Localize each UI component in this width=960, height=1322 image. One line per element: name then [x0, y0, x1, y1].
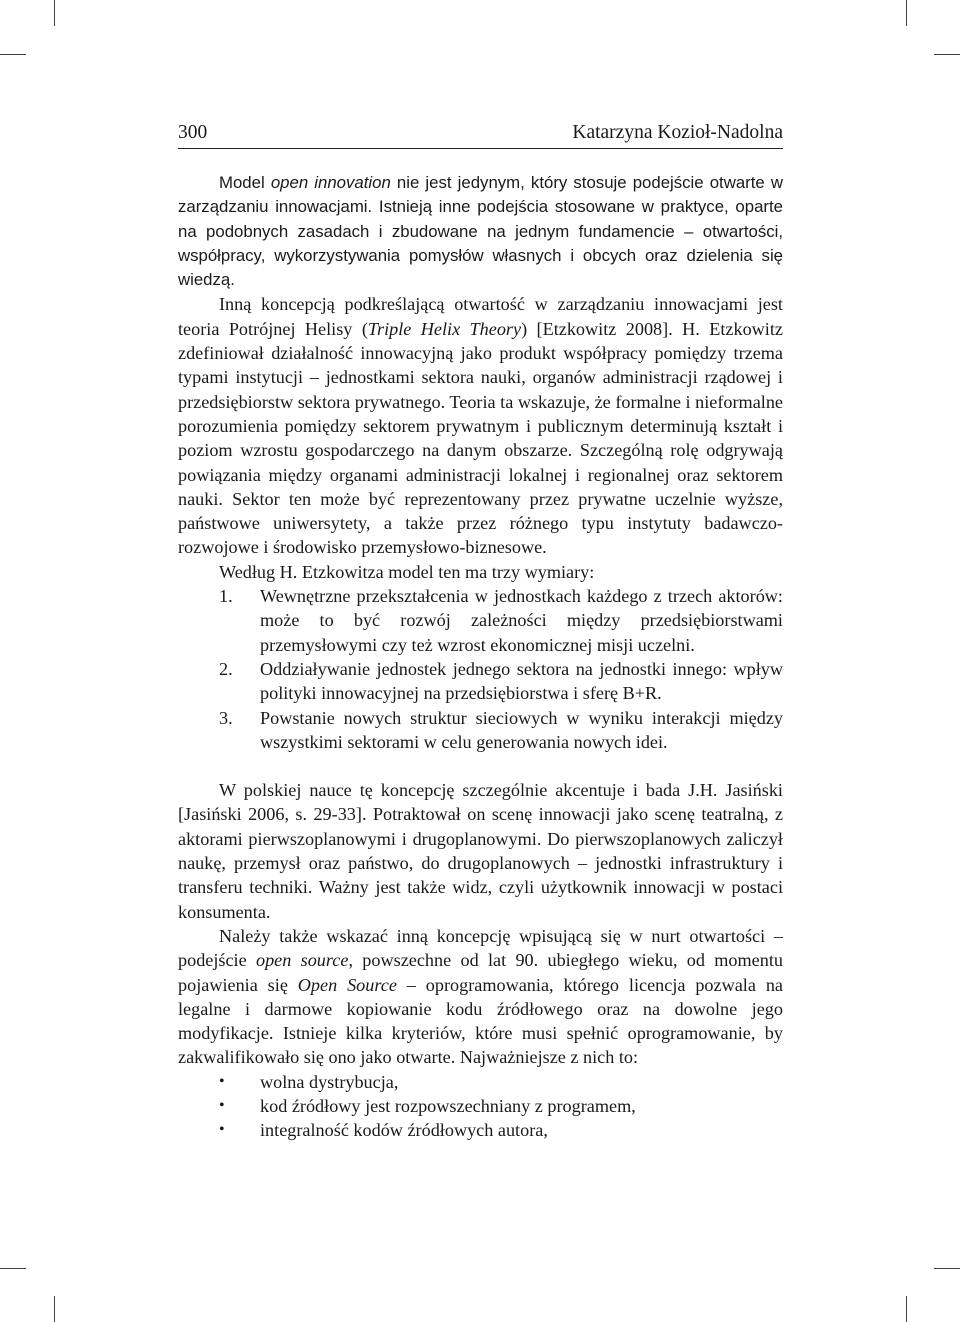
paragraph-open-source: Należy także wskazać inną koncepcję wpisującą się w nurt otwartości – podejście open source, powszechne od lat 90. ubiegłego wieku, od momentu pojawienia się Open Source – oprogramowania, którego licencja pozwala na legalne i darmowe kopiowanie kodu źródłowego oraz na dowolne jego modyfikacje. Istnieje kilka kryteriów, które musi spełnić oprogramowanie, by zakwalifikowało się ono jako otwarte. Najważniejsze z nich to:	[178, 925, 783, 1068]
paragraph-dimensions-intro: Według H. Etzkowitza model ten ma trzy wymiary:	[219, 561, 595, 582]
crop-mark-bottom-right	[906, 1296, 907, 1322]
crop-mark-right-bottom	[934, 1268, 960, 1269]
list-item: 2. Oddziaływanie jednostek jednego sektora na jednostki innego: wpływ polityki innowacyjnej na przedsiębiorstwa i sferę B+R.	[219, 658, 783, 704]
list-item: 3. Powstanie nowych struktur sieciowych w wyniku interakcji między wszystkimi sektorami w celu generowania nowych idei.	[219, 707, 783, 752]
paragraph-triple-helix: Inną koncepcją podkreślającą otwartość w zarządzaniu innowacjami jest teoria Potrójnej Helisy (Triple Helix Theory) [Etzkowitz 2008]. H. Etzkowitz zdefiniował działalność innowacyjną jako produkt współpracy pomiędzy trzema typami instytucji – jednostkami sektora nauki, organów administracji rządowej i przedsiębiorstw sektora prywatnego. Teoria ta wskazuje, że formalne i nieformalne porozumienia pomiędzy sektorem prywatnym i publicznym determinują kształt i poziom wzrostu gospodarczego na danym obszarze. Szczególną rolę odgrywają powiązania między organami administracji lokalnej i regionalnej oraz sektorem nauki. Sektor ten może być reprezentowany przez prywatne uczelnie wyższe, państwowe uniwersytety, a także przez różnego typu instytuty badawczo-rozwojowe i środowisko przemysłowo-biznesowe.	[178, 294, 783, 558]
crop-mark-left-top	[0, 54, 26, 55]
term-open-source: open source	[255, 950, 349, 971]
bullet-icon: •	[219, 1096, 225, 1114]
paragraph-jasinski: W polskiej nauce tę koncepcję szczególnie akcentuje i bada J.H. Jasiński [Jasiński 2006, s. 29-33]. Potraktował on scenę innowacji jako scenę teatralną, z aktorami pierwszoplanowymi i drugoplanowymi. Do pierwszoplanowych zaliczył naukę, przemysł oraz państwo, do drugoplanowych – jednostki infrastruktury i transferu techniki. Ważny jest także widz, czyli użytkownik innowacji w postaci konsumenta.	[178, 780, 783, 922]
crop-mark-bottom-left	[54, 1296, 55, 1322]
list-item: • integralność kodów źródłowych autora,	[178, 1118, 783, 1142]
running-head-author: Katarzyna Kozioł-Nadolna	[572, 122, 783, 143]
dimensions-list	[178, 584, 783, 754]
list-item: • kod źródłowy jest rozpowszechniany z programem,	[178, 1094, 783, 1118]
term-open-innovation: open innovation	[270, 173, 391, 192]
bullet-icon: •	[219, 1072, 225, 1090]
paragraph-open-innovation: Model open innovation nie jest jedynym, który stosuje podejście otwarte w zarządzaniu innowacjami. Istnieją inne podejścia stosowane w praktyce, oparte na podobnych zasadach i zbudowane na jednym fundamencie – otwartości, współpracy, wykorzystywania pomysłów własnych i obcych oraz dzielenia się wiedzą.	[178, 173, 783, 290]
bullet-icon: •	[219, 1121, 225, 1139]
crop-mark-right-top	[934, 54, 960, 55]
body-text	[178, 171, 783, 1143]
running-header	[178, 122, 783, 150]
page-number: 300	[178, 122, 208, 143]
term-open-source-software: Open Source	[297, 974, 397, 995]
list-item: 1. Wewnętrzne przekształcenia w jednostkach każdego z trzech aktorów: może to być rozwój zależności między przedsiębiorstwami przemysłowymi czy też wzrost ekonomicznej misji uczelni.	[219, 586, 783, 655]
header-rule	[178, 148, 783, 149]
crop-mark-top-right	[906, 0, 907, 26]
crop-mark-top-left	[54, 0, 55, 26]
list-item: • wolna dystrybucja,	[178, 1070, 783, 1094]
term-triple-helix: Triple Helix Theory	[367, 318, 522, 339]
crop-mark-left-bottom	[0, 1268, 26, 1269]
criteria-list	[178, 1070, 783, 1143]
